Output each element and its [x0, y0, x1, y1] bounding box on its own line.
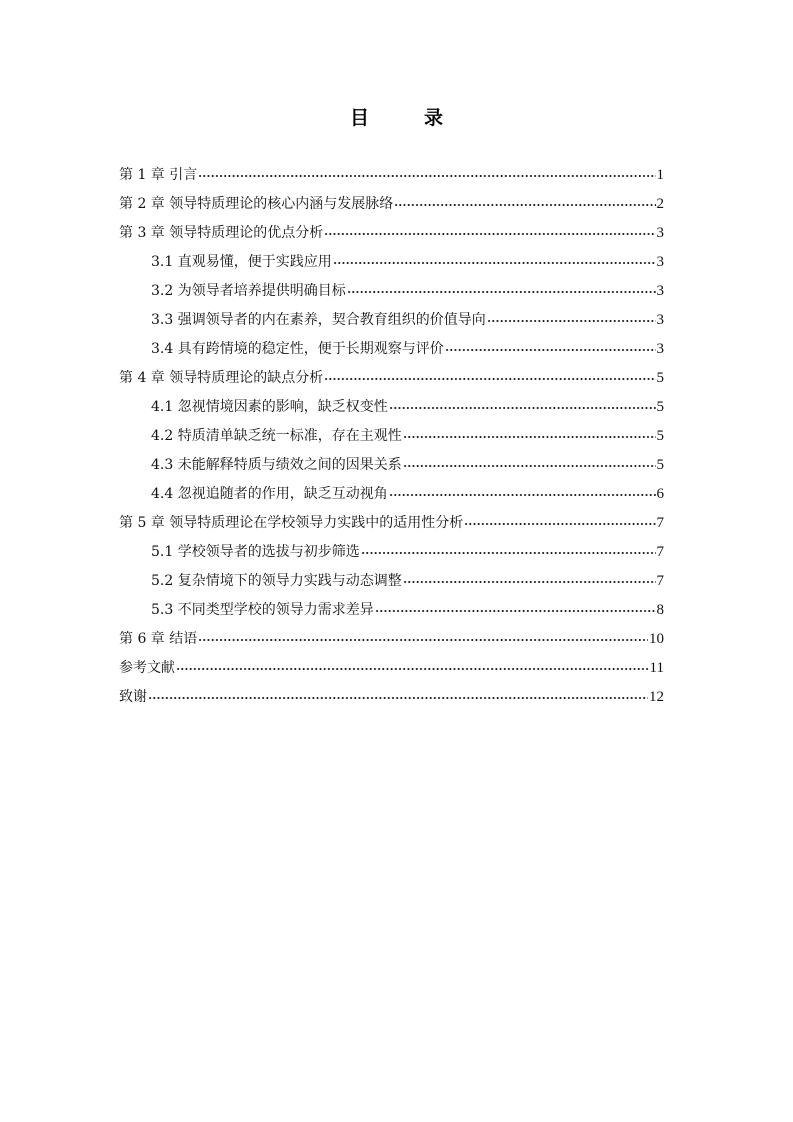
dot-leader	[324, 227, 655, 241]
dot-leader	[324, 372, 655, 386]
toc-subentry[interactable]	[119, 450, 664, 479]
toc-entry[interactable]	[119, 682, 664, 711]
toc-entry-text: 第 5 章 领导特质理论在学校领导力实践中的适用性分析	[119, 514, 464, 531]
dot-leader	[361, 546, 656, 560]
toc-subentry[interactable]	[119, 276, 664, 305]
toc-page-number: 7	[656, 514, 664, 531]
toc-entry-text: 4.2 特质清单缺乏统一标准，存在主观性	[151, 427, 402, 444]
toc-page-number: 7	[656, 543, 664, 560]
table-of-contents	[119, 160, 664, 711]
toc-entry-text: 3.2 为领导者培养提供明确目标	[151, 282, 346, 299]
toc-subentry[interactable]	[119, 595, 664, 624]
toc-page-number: 11	[649, 659, 664, 676]
toc-page-number: 3	[656, 224, 664, 241]
toc-entry-text: 5.1 学校领导者的选拔与初步筛选	[151, 543, 360, 560]
dot-leader	[403, 575, 656, 589]
toc-subentry[interactable]	[119, 392, 664, 421]
dot-leader	[198, 633, 648, 647]
toc-page-number: 10	[649, 630, 664, 647]
toc-page-number: 3	[656, 253, 664, 270]
toc-subentry[interactable]	[119, 421, 664, 450]
dot-leader	[198, 169, 655, 183]
toc-entry[interactable]	[119, 218, 664, 247]
toc-entry-text: 4.4 忽视追随者的作用，缺乏互动视角	[151, 485, 388, 502]
toc-entry-text: 参考文献	[119, 659, 175, 676]
toc-entry-text: 第 1 章 引言	[119, 166, 198, 183]
toc-entry-text: 3.1 直观易懂，便于实践应用	[151, 253, 332, 270]
toc-page-number: 5	[656, 398, 664, 415]
dot-leader	[394, 198, 655, 212]
toc-page-number: 12	[649, 688, 664, 705]
toc-page-number: 3	[656, 282, 664, 299]
toc-subentry[interactable]	[119, 334, 664, 363]
toc-page-number: 5	[656, 369, 664, 386]
toc-page-number: 5	[656, 456, 664, 473]
toc-page-number: 5	[656, 427, 664, 444]
dot-leader	[389, 401, 656, 415]
toc-page-number: 1	[656, 166, 664, 183]
toc-page-number: 8	[656, 601, 664, 618]
toc-page-number: 7	[656, 572, 664, 589]
toc-page-number: 3	[656, 340, 664, 357]
toc-entry-text: 4.3 未能解释特质与绩效之间的因果关系	[151, 456, 402, 473]
dot-leader	[464, 517, 655, 531]
toc-subentry[interactable]	[119, 479, 664, 508]
toc-page-number: 3	[656, 311, 664, 328]
dot-leader	[375, 604, 656, 618]
dot-leader	[487, 314, 656, 328]
dot-leader	[445, 343, 656, 357]
toc-subentry[interactable]	[119, 566, 664, 595]
toc-entry-text: 5.3 不同类型学校的领导力需求差异	[151, 601, 374, 618]
dot-leader	[333, 256, 656, 270]
toc-entry-text: 第 6 章 结语	[119, 630, 198, 647]
toc-entry[interactable]	[119, 653, 664, 682]
toc-subentry[interactable]	[119, 305, 664, 334]
toc-subentry[interactable]	[119, 247, 664, 276]
dot-leader	[403, 459, 656, 473]
dot-leader	[389, 488, 656, 502]
toc-entry-text: 3.4 具有跨情境的稳定性，便于长期观察与评价	[151, 340, 444, 357]
toc-subentry[interactable]	[119, 537, 664, 566]
toc-title: 目 录	[349, 107, 461, 129]
toc-page-number: 2	[656, 195, 664, 212]
dot-leader	[403, 430, 656, 444]
toc-entry[interactable]	[119, 160, 664, 189]
toc-entry[interactable]	[119, 363, 664, 392]
toc-entry[interactable]	[119, 624, 664, 653]
toc-entry[interactable]	[119, 189, 664, 218]
dot-leader	[176, 662, 649, 676]
toc-entry-text: 4.1 忽视情境因素的影响，缺乏权变性	[151, 398, 388, 415]
toc-entry-text: 第 3 章 领导特质理论的优点分析	[119, 224, 324, 241]
dot-leader	[347, 285, 656, 299]
toc-entry-text: 致谢	[119, 688, 147, 705]
toc-entry-text: 5.2 复杂情境下的领导力实践与动态调整	[151, 572, 402, 589]
toc-entry-text: 第 4 章 领导特质理论的缺点分析	[119, 369, 324, 386]
toc-entry-text: 第 2 章 领导特质理论的核心内涵与发展脉络	[119, 195, 394, 212]
dot-leader	[148, 691, 648, 705]
toc-page-number: 6	[656, 485, 664, 502]
toc-entry-text: 3.3 强调领导者的内在素养，契合教育组织的价值导向	[151, 311, 486, 328]
toc-entry[interactable]	[119, 508, 664, 537]
